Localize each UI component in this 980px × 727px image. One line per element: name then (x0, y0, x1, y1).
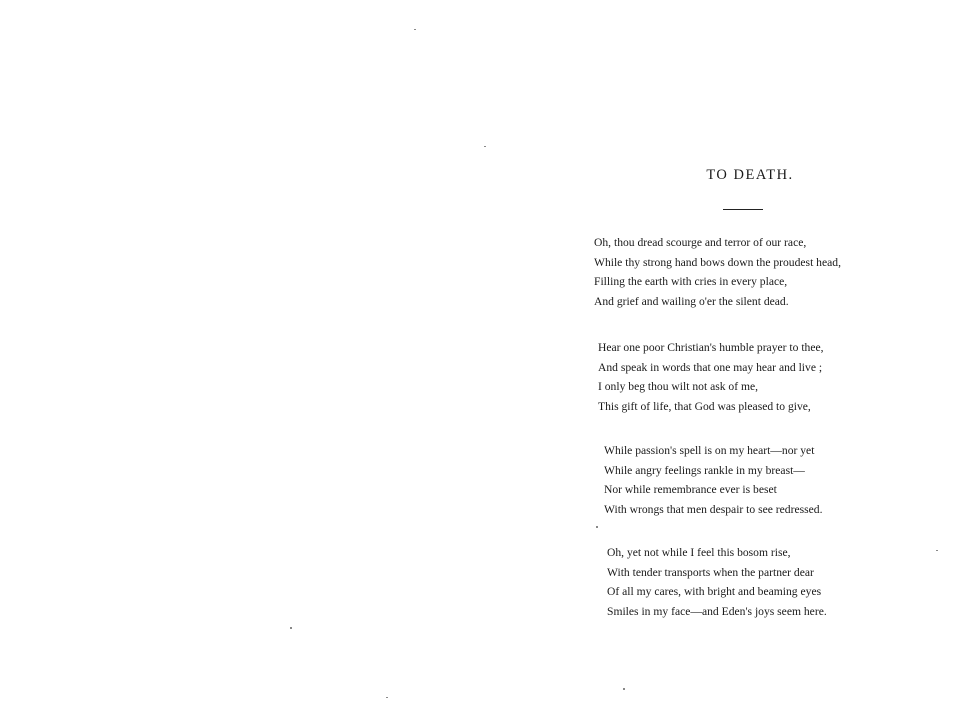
poem-line: With wrongs that men despair to see redressed. (604, 502, 823, 516)
stanza-4 (607, 543, 827, 621)
poem-line: While passion's spell is on my heart—nor yet (604, 444, 815, 457)
right-page (490, 0, 980, 727)
poem-title: TO DEATH. (706, 167, 794, 183)
stanza-2 (598, 338, 824, 416)
stanza-1 (594, 233, 841, 311)
paper-speck (414, 29, 416, 30)
paper-speck (290, 627, 292, 629)
poem-line: While thy strong hand bows down the proudest head, (594, 255, 841, 269)
poem-line: Smiles in my face—and Eden's joys seem here. (607, 604, 827, 618)
poem-line: Hear one poor Christian's humble prayer to thee, (598, 341, 824, 354)
poem-line: This gift of life, that God was pleased to give, (598, 399, 811, 413)
paper-speck (596, 526, 598, 528)
poem-line: With tender transports when the partner dear (607, 565, 814, 579)
paper-speck (936, 550, 938, 551)
paper-speck (484, 146, 486, 147)
poem-line: And speak in words that one may hear and live ; (598, 360, 823, 374)
paper-speck (386, 697, 388, 698)
poem-line: Nor while remembrance ever is beset (604, 483, 777, 496)
poem-line: Filling the earth with cries in every place, (594, 275, 788, 288)
paper-speck (623, 688, 625, 690)
poem-line: While angry feelings rankle in my breast— (604, 463, 805, 477)
poem-line: Oh, thou dread scourge and terror of our race, (594, 236, 807, 249)
poem-line: Oh, yet not while I feel this bosom rise, (607, 546, 791, 559)
title-rule (723, 209, 763, 210)
poem-line: Of all my cares, with bright and beaming eyes (607, 585, 822, 598)
poem-line: I only beg thou wilt not ask of me, (598, 380, 759, 393)
stanza-3 (604, 441, 822, 519)
poem-line: And grief and wailing o'er the silent dead. (594, 294, 789, 308)
